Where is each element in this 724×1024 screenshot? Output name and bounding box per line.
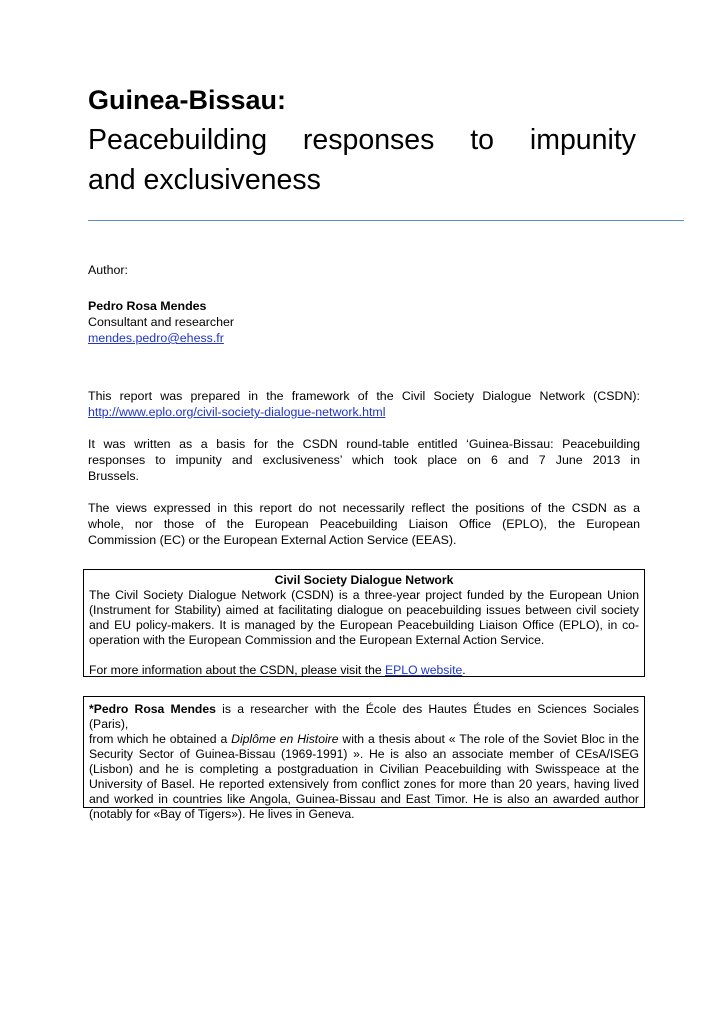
csdn-box-text (89, 588, 639, 678)
bio-line-1 (89, 702, 639, 732)
paragraph-disclaimer-line-1: The views expressed in this report do not necessarily reflect the positions of the CSDN as a (88, 501, 640, 515)
bio-name: *Pedro Rosa Mendes (89, 702, 216, 716)
paragraph-basis (88, 436, 640, 484)
bio-line-1-rest: is a researcher with the École des Hautes Études en Sciences Sociales (Paris), (89, 702, 639, 731)
author-bio-box (83, 696, 645, 821)
bio-line-3: Security Sector of Guinea-Bissau (1969-1991) ». He is also an associate member of CEsA/ISEG (89, 747, 639, 761)
title-divider (88, 220, 684, 221)
csdn-box-title: Civil Society Dialogue Network (274, 573, 454, 587)
author-role: Consultant and researcher (88, 315, 235, 329)
csdn-box-more-info (89, 663, 639, 678)
bio-line-2 (89, 732, 639, 747)
author-label: Author: (88, 263, 128, 277)
csdn-box-line-3: and EU policy-makers. It is managed by the European Peacebuilding Liaison Office (EPLO), in co- (89, 618, 639, 632)
bio-line-6: and worked in countries like Angola, Guinea-Bissau and East Timor. He is also an awarded author (89, 792, 639, 806)
author-name: Pedro Rosa Mendes (88, 299, 207, 313)
title-subtitle (88, 120, 636, 200)
author-email-link[interactable]: mendes.pedro@ehess.fr (88, 331, 224, 345)
paragraph-basis-line-2: responses to impunity and exclusiveness’ which took place on 6 and 7 June 2013 in (88, 453, 640, 467)
title-line-3: and exclusiveness (88, 164, 321, 196)
paragraph-disclaimer-line-2: whole, nor those of the European Peacebuilding Liaison Office (EPLO), the European (88, 517, 640, 531)
author-email-container (88, 330, 640, 346)
paragraph-basis-line-3: Brussels. (88, 469, 139, 483)
paragraph-framework-line: This report was prepared in the framework of the Civil Society Dialogue Network (CSDN): (88, 389, 640, 403)
csdn-box-line-4: operation with the European Commission and the European External Action Service. (89, 633, 545, 647)
title-country: Guinea-Bissau: (88, 85, 287, 115)
paragraph-basis-line-1: It was written as a basis for the CSDN round-table entitled ‘Guinea-Bissau: Peacebuilding (88, 437, 640, 451)
csdn-url-link[interactable]: http://www.eplo.org/civil-society-dialogue-network.html (88, 405, 386, 419)
author-bio-text (89, 702, 639, 822)
paragraph-framework (88, 388, 640, 420)
bio-line-7: (notably for «Bay of Tigers»). He lives in Geneva. (89, 807, 355, 821)
eplo-website-link[interactable]: EPLO website (385, 663, 463, 677)
bio-line-2-a: from which he obtained a (89, 732, 232, 746)
csdn-box-line-2: (Instrument for Stability) aimed at facilitating dialogue on peacebuilding issues between civil society (89, 603, 639, 617)
csdn-info-box (83, 569, 645, 677)
csdn-box-more-prefix: For more information about the CSDN, please visit the (89, 663, 386, 677)
title-line-2: Peacebuilding responses to impunity (88, 124, 636, 156)
bio-line-5: University of Basel. He reported extensively from conflict zones for more than 20 years, having lived (89, 777, 639, 791)
paragraph-disclaimer-line-3: Commission (EC) or the European External Action Service (EEAS). (88, 533, 457, 547)
bio-line-4: (Lisbon) and he is completing a postgraduation in Civilian Peacebuilding with Swisspeace at the (89, 762, 639, 776)
bio-line-2-b: with a thesis about « The role of the Soviet Bloc in the (338, 732, 640, 746)
paragraph-disclaimer (88, 500, 640, 548)
bio-diploma: Diplôme en Histoire (231, 732, 339, 746)
csdn-box-line-1: The Civil Society Dialogue Network (CSDN) is a three-year project funded by the European Union (89, 588, 639, 602)
csdn-box-more-suffix: . (462, 663, 466, 677)
